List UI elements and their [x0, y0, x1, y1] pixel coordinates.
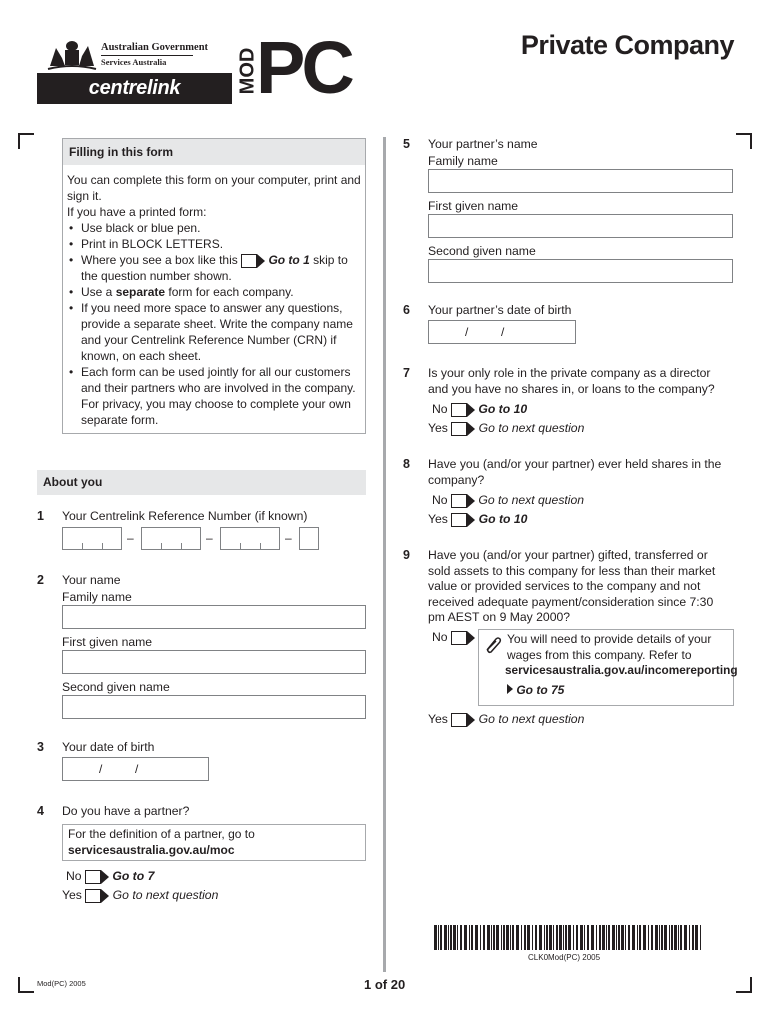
gov-line-2: Services Australia — [101, 57, 167, 67]
q5-family-label: Family name — [428, 154, 498, 168]
centrelink-logo: centrelink — [37, 73, 232, 104]
corner-mark-bl — [18, 977, 34, 993]
barcode-bar — [448, 925, 449, 950]
page-number: 1 of 20 — [364, 977, 406, 992]
q2-first-label: First given name — [62, 635, 153, 649]
arrow-box-icon — [241, 254, 265, 268]
barcode-bar — [464, 925, 467, 950]
barcode-bar — [491, 925, 492, 950]
paperclip-icon — [483, 634, 503, 654]
family-name-input[interactable] — [62, 605, 366, 629]
barcode-bar — [628, 925, 630, 950]
crn-input-1[interactable] — [62, 527, 122, 550]
q5-number: 5 — [403, 137, 410, 151]
arrow-icon — [507, 684, 513, 694]
barcode-bar — [671, 925, 673, 950]
partner-first-name-input[interactable] — [428, 214, 733, 238]
barcode-bar — [527, 925, 530, 950]
q7-option-yes[interactable]: Yes Go to next question — [428, 421, 585, 435]
income-reporting-link[interactable]: servicesaustralia.gov.au/incomereporting — [505, 663, 738, 677]
barcode-bar — [539, 925, 542, 950]
barcode-bar — [695, 925, 698, 950]
partner-family-name-input[interactable] — [428, 169, 733, 193]
barcode-bar — [659, 925, 660, 950]
barcode-bar — [689, 925, 690, 950]
second-name-input[interactable] — [62, 695, 366, 719]
barcode-bar — [669, 925, 670, 950]
q6-text: Your partner’s date of birth — [428, 303, 572, 317]
q5-second-label: Second given name — [428, 244, 536, 258]
barcode-bar — [510, 925, 511, 950]
barcode-bar — [438, 925, 439, 950]
barcode-bar — [546, 925, 548, 950]
column-divider — [383, 137, 386, 972]
barcode-bar — [639, 925, 641, 950]
barcode-bar — [655, 925, 658, 950]
q7-option-no[interactable]: No Go to 10 — [432, 402, 528, 416]
q2-second-label: Second given name — [62, 680, 170, 694]
barcode-text: CLK0Mod(PC) 2005 — [528, 953, 601, 962]
header-rule — [101, 55, 193, 56]
barcode-bar — [661, 925, 663, 950]
barcode-bar — [568, 925, 571, 950]
crn-dash: – — [206, 531, 213, 545]
checkbox-arrow-icon[interactable] — [85, 889, 109, 903]
q9-option-yes[interactable]: Yes Go to next question — [428, 712, 585, 726]
barcode-bar — [434, 925, 437, 950]
barcode-bar — [648, 925, 649, 950]
q8-number: 8 — [403, 457, 410, 471]
checkbox-arrow-icon[interactable] — [451, 422, 475, 436]
q2-family-label: Family name — [62, 590, 132, 604]
barcode-bar — [506, 925, 509, 950]
dob-input[interactable]: / / — [62, 757, 209, 781]
barcode-bar — [475, 925, 478, 950]
barcode-bar — [503, 925, 505, 950]
barcode-bar — [516, 925, 519, 950]
barcode-bar — [700, 925, 701, 950]
instruction-bullet: • Use black or blue pen. — [67, 220, 361, 236]
barcode-bar — [587, 925, 589, 950]
barcode-bar — [596, 925, 597, 950]
barcode-bar — [487, 925, 490, 950]
barcode-bar — [501, 925, 502, 950]
crn-dash: – — [285, 531, 292, 545]
instructions-heading: Filling in this form — [63, 139, 365, 165]
barcode-bar — [521, 925, 522, 950]
barcode-bar — [457, 925, 458, 950]
barcode-bar — [480, 925, 481, 950]
corner-mark-tl — [18, 133, 34, 149]
about-you-heading: About you — [37, 470, 366, 495]
partner-second-name-input[interactable] — [428, 259, 733, 283]
barcode-bar — [602, 925, 605, 950]
q6-number: 6 — [403, 303, 410, 317]
q4-option-yes[interactable]: Yes Go to next question — [62, 888, 219, 902]
barcode-bar — [651, 925, 653, 950]
crn-input-2[interactable] — [141, 527, 201, 550]
barcode-bar — [632, 925, 635, 950]
checkbox-arrow-icon[interactable] — [451, 403, 475, 417]
barcode-bar — [625, 925, 626, 950]
barcode-bar — [563, 925, 564, 950]
q4-number: 4 — [37, 804, 44, 818]
instruction-bullet: • If you need more space to answer any questions, provide a separate sheet. Write the company name and your Centrelink Reference Number (CRN) if known, on each sheet. — [67, 300, 361, 364]
q1-text: Your Centrelink Reference Number (if known) — [62, 509, 308, 523]
barcode-bar — [544, 925, 545, 950]
barcode-bar — [440, 925, 442, 950]
barcode-bar — [573, 925, 574, 950]
barcode-bar — [680, 925, 682, 950]
q5-text: Your partner’s name — [428, 137, 538, 151]
barcode-bar — [493, 925, 495, 950]
barcode-bar — [643, 925, 646, 950]
q3-text: Your date of birth — [62, 740, 155, 754]
q9-text: Have you (and/or your partner) gifted, transferred or sold assets to this company for less than their market value or provided services to the company and not received adequate payment/consideration since 7:30 pm AEST on 9 May 2000? — [428, 548, 716, 624]
partner-definition-link[interactable]: servicesaustralia.gov.au/moc — [68, 842, 235, 857]
barcode-bar — [535, 925, 537, 950]
q2-text: Your name — [62, 573, 121, 587]
q7-number: 7 — [403, 366, 410, 380]
barcode-bar — [549, 925, 552, 950]
q4-option-no[interactable]: No Go to 7 — [66, 869, 155, 883]
barcode-bar — [591, 925, 594, 950]
barcode-bar — [469, 925, 470, 950]
instructions-intro: You can complete this form on your computer, print and sign it. — [67, 173, 361, 203]
corner-mark-br — [736, 977, 752, 993]
barcode — [434, 925, 704, 950]
q8-option-no[interactable]: No Go to next question — [432, 493, 585, 507]
barcode-bar — [621, 925, 624, 950]
checkbox-arrow-icon[interactable] — [451, 713, 475, 727]
q8-option-yes[interactable]: Yes Go to 10 — [428, 512, 528, 526]
barcode-bar — [599, 925, 601, 950]
barcode-bar — [553, 925, 554, 950]
checkbox-arrow-icon[interactable] — [85, 870, 109, 884]
q1-number: 1 — [37, 509, 44, 523]
crn-input-3[interactable] — [220, 527, 280, 550]
instruction-bullet: • Where you see a box like this Go to 1 skip to the question number shown. — [67, 252, 361, 284]
instruction-bullet: • Use a separate form for each company. — [67, 284, 361, 300]
barcode-bar — [618, 925, 620, 950]
barcode-bar — [678, 925, 679, 950]
barcode-bar — [664, 925, 667, 950]
barcode-bar — [556, 925, 558, 950]
first-name-input[interactable] — [62, 650, 366, 674]
q5-first-label: First given name — [428, 199, 519, 213]
barcode-bar — [532, 925, 533, 950]
barcode-bar — [580, 925, 583, 950]
barcode-bar — [608, 925, 610, 950]
q3-number: 3 — [37, 740, 44, 754]
partner-dob-input[interactable]: / / — [428, 320, 576, 344]
page-title: Private Company — [520, 30, 734, 60]
instructions-box — [62, 138, 366, 434]
checkbox-arrow-icon[interactable] — [451, 631, 475, 645]
q7-text: Is your only role in the private company as a director and you have no shares in, or loans to the company? — [428, 366, 715, 396]
q9-number: 9 — [403, 548, 410, 562]
checkbox-arrow-icon[interactable] — [451, 494, 475, 508]
instruction-bullet: • Print in BLOCK LETTERS. — [67, 236, 361, 252]
barcode-bar — [453, 925, 456, 950]
partner-definition-box: For the definition of a partner, go to servicesaustralia.gov.au/moc — [62, 824, 366, 861]
barcode-bar — [559, 925, 562, 950]
barcode-bar — [684, 925, 687, 950]
barcode-bar — [692, 925, 694, 950]
form-code-footer: Mod(PC) 2005 — [37, 979, 86, 988]
q2-number: 2 — [37, 573, 44, 587]
form-code-large: PC — [256, 26, 351, 109]
barcode-bar — [524, 925, 526, 950]
barcode-bar — [674, 925, 677, 950]
q8-text: Have you (and/or your partner) ever held shares in the company? — [428, 457, 722, 487]
gov-line-1: Australian Government — [101, 42, 209, 53]
barcode-bar — [471, 925, 473, 950]
crn-dash: – — [127, 531, 134, 545]
barcode-bar — [512, 925, 514, 950]
q9-note-box: You will need to provide details of your wages from this company. Refer to servicesaustralia.gov.au/incomereporting Go to 75 — [478, 629, 734, 706]
barcode-bar — [483, 925, 485, 950]
barcode-bar — [576, 925, 578, 950]
crn-input-4[interactable] — [299, 527, 319, 550]
coat-of-arms-icon — [46, 36, 98, 72]
barcode-bar — [616, 925, 617, 950]
barcode-bar — [496, 925, 499, 950]
q9-option-no[interactable]: No — [432, 629, 475, 645]
barcode-bar — [565, 925, 567, 950]
instruction-bullet: • Each form can be used jointly for all our customers and their partners who are involved in the company. For privacy, you may choose to complete your own separate form. — [67, 364, 361, 428]
q4-text: Do you have a partner? — [62, 804, 190, 818]
barcode-bar — [450, 925, 452, 950]
instructions-printed-intro: If you have a printed form: — [67, 205, 207, 219]
checkbox-arrow-icon[interactable] — [451, 513, 475, 527]
barcode-bar — [606, 925, 607, 950]
barcode-bar — [444, 925, 447, 950]
barcode-bar — [584, 925, 585, 950]
barcode-bar — [637, 925, 638, 950]
corner-mark-tr — [736, 133, 752, 149]
barcode-bar — [460, 925, 462, 950]
barcode-bar — [612, 925, 615, 950]
mod-label: MOD — [236, 47, 259, 95]
